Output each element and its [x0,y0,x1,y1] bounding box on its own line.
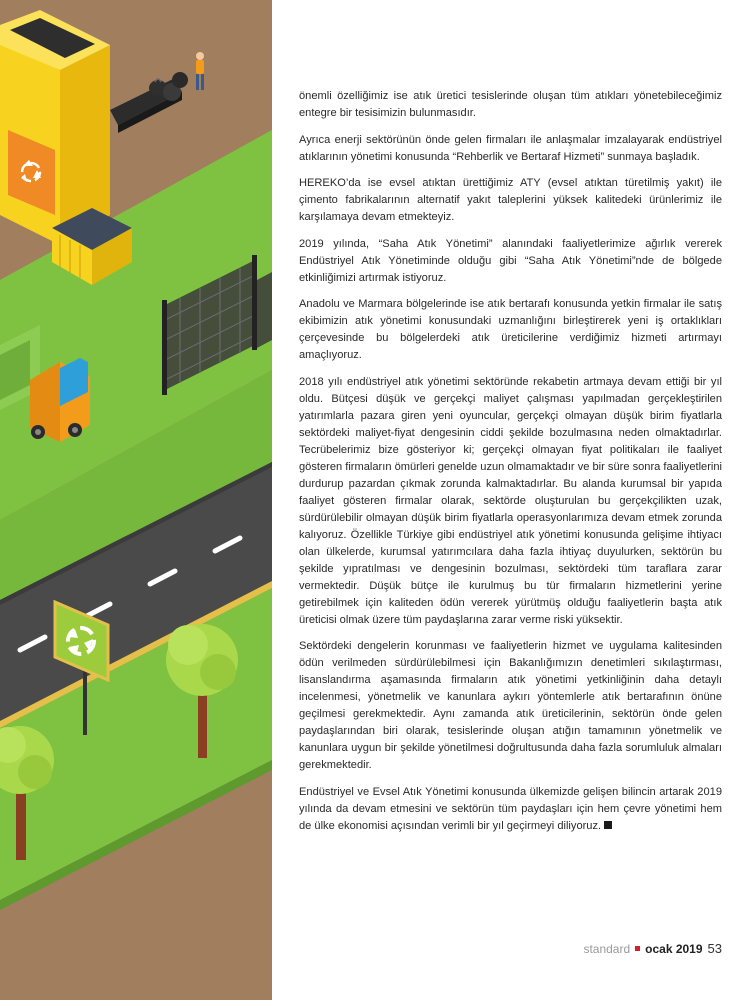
article-closing-text: Endüstriyel ve Evsel Atık Yönetimi konusunda ülkemizde gelişen bilincin artarak 2019 yılında da devam etmesini ve sektörün tüm paydaşları için hem çevre yönetimi hem de ülke ekonomisi açısından verimli bir yıl geçirmeyi diliyoruz. [299,785,722,832]
article-paragraph: 2019 yılında, “Saha Atık Yönetimi” alanındaki faaliyetlerimize ağırlık vererek Endüstriyel Atık Yönetiminde olduğu gibi “Saha Atık Yönetimi”nde de bölgede etkinliğimizi artırmak istiyoruz. [299,237,722,284]
isometric-waste-management-illustration [0,0,272,1000]
end-of-article-mark [604,821,612,829]
page-footer [583,941,722,956]
issue-date: ocak 2019 [645,942,703,956]
article-body [299,88,722,844]
article-paragraph: 2018 yılı endüstriyel atık yönetimi sektöründe rekabetin artmaya devam ettiği bir yıl oldu. Bütçesi düşük ve gerçekçi maliyet çalışması yapılmadan gerçekleştirilen yatırımlarla pazara giren yeni oyuncular, gerçekçi olmayan düşük birim fiyatlarla sektördeki maliyet-fiyat dengesinin ciddi şekilde bozulmasına neden olmaktadırlar. Tecrübelerimiz bize gösteriyor ki; gerçekçi olmayan fiyat politikaları ile faaliyet gösteren firmaların ömürleri genelde uzun olmamaktadır ve bir süre sonra faaliyetlerini durdurup pazardan çıkmak zorunda kalmaktadırlar. Bu alanda kurumsal bir yapıda faaliyet gösteren firmalar olarak, sektörde oluşturulan bu gerçekçilikten uzak, sürdürülebilir olmayan düşük birim fiyatlarla operasyonlarımıza devam etmek zorunda kalıyoruz. Özellikle Türkiye gibi endüstriyel atık yönetimi konusunda gelişime ihtiyacı olan ülkelerde, kurumsal yatırımcılara daha fazla ihtiyaç duyulurken, sektörün bu şekilde yıpratılması ve dengesinin bozulması, sektördeki tüm taraflara zarar vermektedir. Düşük bütçe ile kurulmuş bu tür firmaların hizmetlerini yerine getirebilmek için kaliteden ödün vererek yürütmüş olduğu faaliyetlerin başta atık üreticisi olmak üzere tüm paydaşlarına zarar verme riski yüksektir. [299,375,722,626]
footer-separator-dot [635,946,640,951]
article-paragraph-last [299,784,722,835]
article-paragraph: önemli özelliğimiz ise atık üretici tesislerinde oluşan tüm atıkları yönetebileceğimiz entegre bir tesisimizin bulunmasıdır. [299,90,722,119]
article-paragraph: Ayrıca enerji sektörünün önde gelen firmaları ile anlaşmalar imzalayarak endüstriyel atıklarının yönetimi konusunda “Rehberlik ve Bertaraf Hizmeti” sunmaya başladık. [299,133,722,163]
magazine-name: standard [583,942,631,956]
article-paragraph: Sektördeki dengelerin korunması ve faaliyetlerin hizmet ve uygulama kalitesinden ödün verilmeden sürdürülebilmesi için Bakanlığımızın denetimleri sıkılaştırması, lisanslandırma aşamasında firmaların atık yönetimi yetkinliğinin daha detaylı incelenmesi, yönetmelik ve kanunlara aykırı yöntemlerle atık bertarafının önüne geçilmesi gerekmektedir. Aynı zamanda atık üreticilerinin, sektörün önde gelen paydaşlarından biri olarak, tesislerinde oluşan atığın tamamının yönetmelik ve kanunlara uygun bir şekilde yönetilmesi doğrultusunda daha fazla sorumluluk almaları gerekmektedir. [299,640,722,771]
page-number: 53 [707,941,722,956]
article-paragraph: HEREKO’da ise evsel atıktan ürettiğimiz ATY (evsel atıktan türetilmiş yakıt) ile çimento fabrikalarının alternatif yakıt taleplerini yüksek kalitedeki ürünlerimiz ile karşılamaya devam etmekteyiz. [299,177,722,223]
article-paragraph: Anadolu ve Marmara bölgelerinde ise atık bertarafı konusunda yetkin firmalar ile satış ekibimizin atık yönetimi konusundaki uzmanlığını birleştirerek yeni iş ortaklıkları çerçevesinde bu bölgelerdeki atık üreticilerine verdiğimiz hizmeti artırmayı amaçlıyoruz. [299,298,722,361]
